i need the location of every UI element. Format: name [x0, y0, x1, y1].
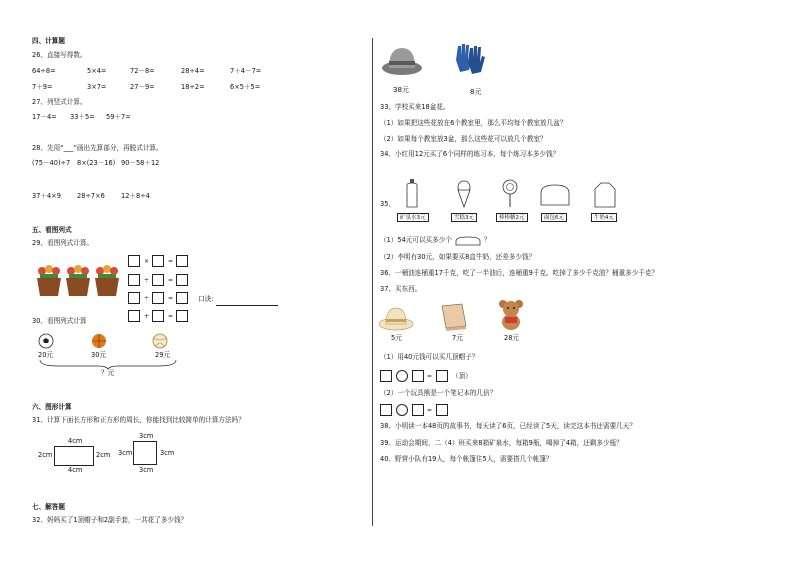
- gloves-image: [452, 40, 488, 80]
- q26-label: 26、直接写得数。: [32, 51, 87, 59]
- equals-sign: =: [427, 407, 433, 414]
- q28-row-2: [32, 193, 150, 201]
- equals-sign: =: [168, 277, 174, 284]
- q35-part-1-end: ？: [484, 236, 491, 244]
- ice-cream-icon: [458, 181, 470, 207]
- q33-part-2: （2）如果每个教室放3盆，那么这些花可以放几个教室？: [380, 135, 547, 143]
- q27-item: 59＋7=: [106, 113, 131, 121]
- q35-part-2: （2）李明有30元，如果要买8盒牛奶，还差多少钱？: [380, 253, 536, 261]
- q30-label: 30、看图列式计算: [32, 317, 87, 325]
- item-tag-water: 矿泉水3元: [397, 213, 429, 222]
- square-shape: [133, 441, 157, 465]
- q35-part-1: （1）54元可以买多少个: [380, 236, 452, 244]
- section-6-title: 六、图形计算: [32, 403, 72, 411]
- water-bottle-icon: [407, 179, 417, 207]
- plus-sign: +: [144, 313, 150, 320]
- volleyball-price: 29元: [155, 351, 170, 359]
- flower-pot: [95, 265, 119, 296]
- q26-row-1: [32, 68, 261, 76]
- answer-box[interactable]: [128, 255, 140, 267]
- section-4-title: 四、计算题: [32, 37, 65, 45]
- operator-circle[interactable]: [396, 404, 408, 416]
- q28-item: 12＋8÷4: [121, 192, 150, 200]
- square-right-side: 3cm: [160, 449, 175, 457]
- q26-item: 64÷8=: [32, 67, 56, 75]
- soccer-price: 20元: [38, 351, 53, 359]
- answer-box[interactable]: [128, 292, 140, 304]
- q40-label: 40、野营小队有19人，每个帐篷住5人，需要搭几个帐篷？: [380, 455, 553, 463]
- q34-label: 34、小红用12元买了6个同样的练习本，每个练习本多少钱？: [380, 150, 560, 158]
- q32-label: 32、妈妈买了1顶帽子和2副手套，一共花了多少钱？: [32, 516, 188, 524]
- bread-icon: [454, 235, 482, 247]
- answer-box[interactable]: [128, 274, 140, 286]
- answer-box[interactable]: [412, 370, 424, 382]
- formula-label: 口诀:: [198, 295, 214, 303]
- straw-hat-image: [378, 302, 414, 332]
- q26-item: 18÷2=: [181, 83, 205, 91]
- square-top-side: 3cm: [139, 432, 154, 440]
- rect-bottom-length: 4cm: [68, 466, 83, 474]
- answer-box[interactable]: [152, 310, 164, 322]
- rect-left-width: 2cm: [38, 451, 53, 459]
- section-5-title: 五、看图列式: [32, 226, 72, 234]
- divide-sign: ÷: [144, 295, 150, 302]
- operator-circle[interactable]: [396, 370, 408, 382]
- answer-box[interactable]: [176, 292, 188, 304]
- equals-sign: =: [168, 258, 174, 265]
- basketball-price: 30元: [91, 351, 106, 359]
- answer-box[interactable]: [152, 292, 164, 304]
- unit-label: （顶）: [452, 372, 472, 380]
- notebook-price: 7元: [452, 334, 463, 342]
- rect-right-width: 2cm: [96, 451, 111, 459]
- q26-item: 72－8=: [130, 67, 155, 75]
- answer-box[interactable]: [152, 274, 164, 286]
- q27-item: 33＋5=: [70, 113, 95, 121]
- column-divider: [372, 38, 373, 526]
- square-bottom-side: 3cm: [139, 466, 154, 474]
- answer-box[interactable]: [380, 404, 392, 416]
- basketball-icon: [92, 334, 106, 348]
- q28-item: 37＋4×9: [32, 192, 61, 200]
- q28-item: 28÷7×6: [77, 192, 105, 200]
- soccer-ball-icon: [39, 334, 53, 348]
- section-7-title: 七、解答题: [32, 503, 65, 511]
- total-unknown: ？元: [101, 369, 115, 377]
- item-tag-milk: 牛奶4元: [591, 213, 617, 222]
- flower-pot: [66, 265, 90, 296]
- q27-label: 27、列竖式计算。: [32, 98, 87, 106]
- q33-label: 33、学校买来18盆花。: [380, 103, 450, 111]
- hat-price: 38元: [393, 86, 409, 94]
- q26-item: 27－9=: [130, 83, 155, 91]
- q28-item: (75－40)÷7: [32, 159, 71, 167]
- q26-item: 5×4=: [87, 67, 107, 75]
- q28-item: 90－58＋12: [121, 159, 160, 167]
- equals-sign: =: [427, 373, 433, 380]
- answer-box[interactable]: [436, 404, 448, 416]
- answer-box[interactable]: [176, 310, 188, 322]
- flower-pot: [37, 265, 61, 296]
- rect-top-length: 4cm: [68, 437, 83, 445]
- answer-box[interactable]: [436, 370, 448, 382]
- divide-sign: ÷: [144, 277, 150, 284]
- shop-items-image: [395, 177, 620, 213]
- flower-pots-image: [34, 264, 124, 300]
- answer-box[interactable]: [380, 370, 392, 382]
- q38-label: 38、小明读一本48页的故事书，每天读了6页，已经读了5天，读完这本书还需要几天？: [380, 422, 636, 430]
- q37-part-1: （1）用40元钱可以买几顶帽子？: [380, 353, 479, 361]
- q27-item: 17－4=: [32, 113, 57, 121]
- teddy-bear-image: [494, 298, 528, 332]
- bread-icon: [541, 185, 569, 205]
- equals-sign: =: [168, 295, 174, 302]
- q26-item: 7＋9=: [32, 83, 53, 91]
- volleyball-icon: [153, 334, 167, 348]
- notebook-image: [436, 300, 470, 332]
- balls-image: [36, 332, 186, 352]
- q28-item: 8×(23－16): [77, 159, 116, 167]
- q31-label: 31、计算下面长方形和正方形的周长，你能找到比较简单的计算方法吗？: [32, 416, 245, 424]
- answer-box[interactable]: [128, 310, 140, 322]
- answer-box[interactable]: [152, 255, 164, 267]
- q26-item: 3×7=: [87, 83, 107, 91]
- square-left-side: 3cm: [118, 449, 133, 457]
- q35-label: 35、: [380, 200, 395, 208]
- answer-box[interactable]: [412, 404, 424, 416]
- q26-item: 7＋4－7=: [230, 67, 262, 75]
- q27-row: [32, 114, 131, 122]
- answer-box[interactable]: [176, 255, 188, 267]
- q39-label: 39、运动会期间，二（4）班买来8箱矿泉水，每箱9瓶，喝掉了4箱，还剩多少瓶？: [380, 439, 623, 447]
- bear-price: 28元: [504, 334, 519, 342]
- times-sign: ×: [144, 258, 150, 265]
- glove-price: 8元: [470, 88, 482, 96]
- formula-answer-line[interactable]: [216, 305, 278, 306]
- q36-label: 36、一桶油连桶重17千克，吃了一半油后，连桶重9千克。吃掉了多少千克油？桶重多少千克？: [380, 269, 659, 277]
- hat-price-5: 5元: [391, 334, 402, 342]
- q26-item: 28÷4=: [181, 67, 205, 75]
- q33-part-1: （1）如果把这些花放在6个教室里，那么平均每个教室放几盆？: [380, 119, 567, 127]
- milk-carton-icon: [595, 183, 615, 207]
- q28-row-1: [32, 160, 159, 168]
- item-tag-bread: 面包6元: [541, 213, 567, 222]
- lollipop-icon: [503, 180, 517, 207]
- q29-label: 29、看图列式计算。: [32, 239, 94, 247]
- q26-item: 6×5＋5=: [230, 83, 261, 91]
- q28-label: 28、先用“___”画出先算部分，再脱式计算。: [32, 144, 163, 152]
- hat-image: [380, 40, 426, 78]
- q37-label: 37、买东西。: [380, 285, 422, 293]
- q37-part-2: （2）一个玩具熊是一个笔记本的几倍？: [380, 389, 497, 397]
- item-tag-lollipop: 棒棒糖2元: [496, 213, 528, 222]
- answer-box[interactable]: [176, 274, 188, 286]
- q26-row-2: [32, 84, 260, 92]
- rectangle-shape: [54, 446, 94, 466]
- item-tag-ice-cream: 雪糕3元: [451, 213, 477, 222]
- equals-sign: =: [168, 313, 174, 320]
